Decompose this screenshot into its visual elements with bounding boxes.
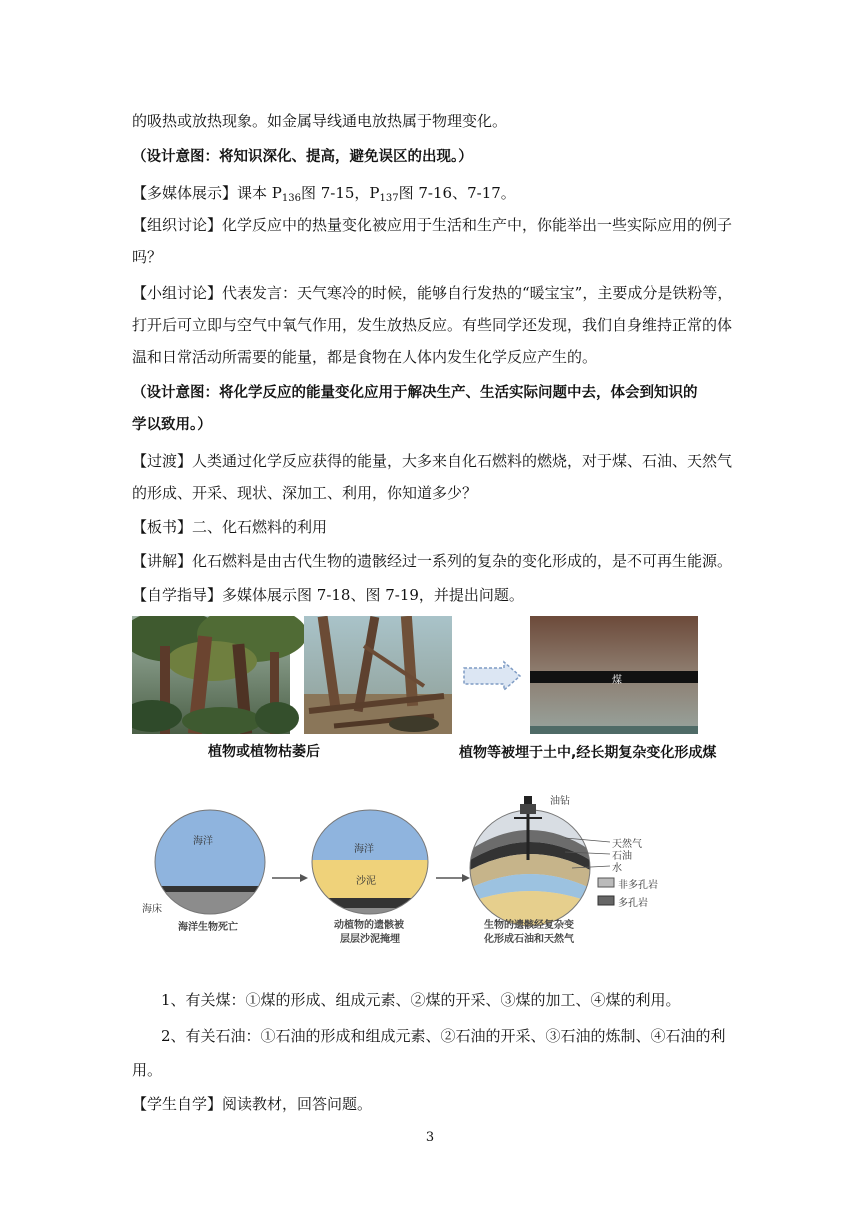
design-intent-note: （设计意图：将化学反应的能量变化应用于解决生产、生活实际问题中去，体会到知识的 <box>132 385 698 401</box>
label-oil: 石油 <box>612 851 632 862</box>
label-seabed: 海床 <box>142 904 162 915</box>
caption-dead-sea-life: 海洋生物死亡 <box>178 922 238 933</box>
design-intent-note: （设计意图：将知识深化、提高，避免误区的出现。） <box>132 149 473 165</box>
paragraph-line: 【学生自学】阅读教材，回答问题。 <box>132 1095 373 1113</box>
legend-porous-rock: 多孔岩 <box>618 898 648 909</box>
nonporous-rock-swatch <box>598 878 614 887</box>
question-item-oil: 2、有关石油：①石油的形成和组成元素、②石油的开采、③石油的炼制、④石油的利 <box>161 1027 726 1045</box>
text-segment: 图 7-16、7-17。 <box>398 184 516 202</box>
arrowhead <box>300 874 308 882</box>
design-intent-note: 学以致用。） <box>132 417 212 433</box>
question-item-coal: 1、有关煤：①煤的形成、组成元素、②煤的开采、③煤的加工、④煤的利用。 <box>161 991 681 1009</box>
coal-label: 煤 <box>612 675 622 686</box>
paragraph-line: 【板书】二、化石燃料的利用 <box>132 518 328 536</box>
caption-buried-line2: 层层沙泥掩埋 <box>340 934 400 945</box>
page-subscript: 136 <box>281 193 301 204</box>
coal-formation-figure <box>132 616 702 734</box>
figure-caption-right: 植物等被埋于土中,经长期复杂变化形成煤 <box>459 745 717 761</box>
living-forest-image <box>132 616 307 734</box>
paragraph-line: 打开后可立即与空气中氧气作用，发生放热反应。有些同学还发现，我们自身维持正常的体 <box>132 316 733 334</box>
paragraph-line: 【过渡】人类通过化学反应获得的能量，大多来自化石燃料的燃烧，对于煤、石油、天然气 <box>132 452 733 470</box>
paragraph-line: 的吸热或放热现象。如金属导线通电放热属于物理变化。 <box>132 112 508 130</box>
paragraph-line <box>132 183 737 203</box>
dead-trees-image <box>304 616 452 734</box>
label-natural-gas: 天然气 <box>612 839 642 850</box>
text-segment: 图 7-15，P <box>300 184 380 202</box>
paragraph-line: 的形成、开采、现状、深加工、利用，你知道多少？ <box>132 484 478 502</box>
page-number: 3 <box>425 1130 435 1145</box>
caption-oil-gas-line2: 化形成石油和天然气 <box>484 934 574 945</box>
paragraph-line: 吗？ <box>132 248 163 266</box>
paragraph-line: 温和日常活动所需要的能量，都是食物在人体内发生化学反应产生的。 <box>132 348 598 366</box>
arrowhead <box>462 874 470 882</box>
label-sand: 沙泥 <box>356 876 376 887</box>
text-segment: 【多媒体展示】课本 P <box>132 184 282 202</box>
caption-oil-gas-line1: 生物的遗骸经复杂变 <box>484 920 574 931</box>
paragraph-line: 用。 <box>132 1061 163 1079</box>
arrow-right-icon <box>464 662 520 690</box>
paragraph-line: 【小组讨论】代表发言：天气寒冷的时候，能够自行发热的“暖宝宝”，主要成分是铁粉等， <box>132 284 733 302</box>
paragraph-line: 【组织讨论】化学反应中的热量变化被应用于生活和生产中，你能举出一些实际应用的例子 <box>132 216 733 234</box>
porous-rock-swatch <box>598 896 614 905</box>
caption-buried-line1: 动植物的遗骸被 <box>334 920 404 931</box>
label-water: 水 <box>612 863 622 874</box>
page-subscript: 137 <box>379 193 399 204</box>
label-ocean-2: 海洋 <box>354 844 374 855</box>
label-ocean-1: 海洋 <box>193 836 213 847</box>
figure-caption-left: 植物或植物枯萎后 <box>208 744 320 760</box>
legend-nonporous-rock: 非多孔岩 <box>618 880 658 891</box>
paragraph-line: 【自学指导】多媒体展示图 7-18、图 7-19，并提出问题。 <box>132 586 524 604</box>
oil-formation-figure <box>140 790 660 950</box>
label-oil-rig: 油钻 <box>550 796 570 807</box>
paragraph-line: 【讲解】化石燃料是由古代生物的遗骸经过一系列的复杂的变化形成的，是不可再生能源。 <box>132 552 733 570</box>
